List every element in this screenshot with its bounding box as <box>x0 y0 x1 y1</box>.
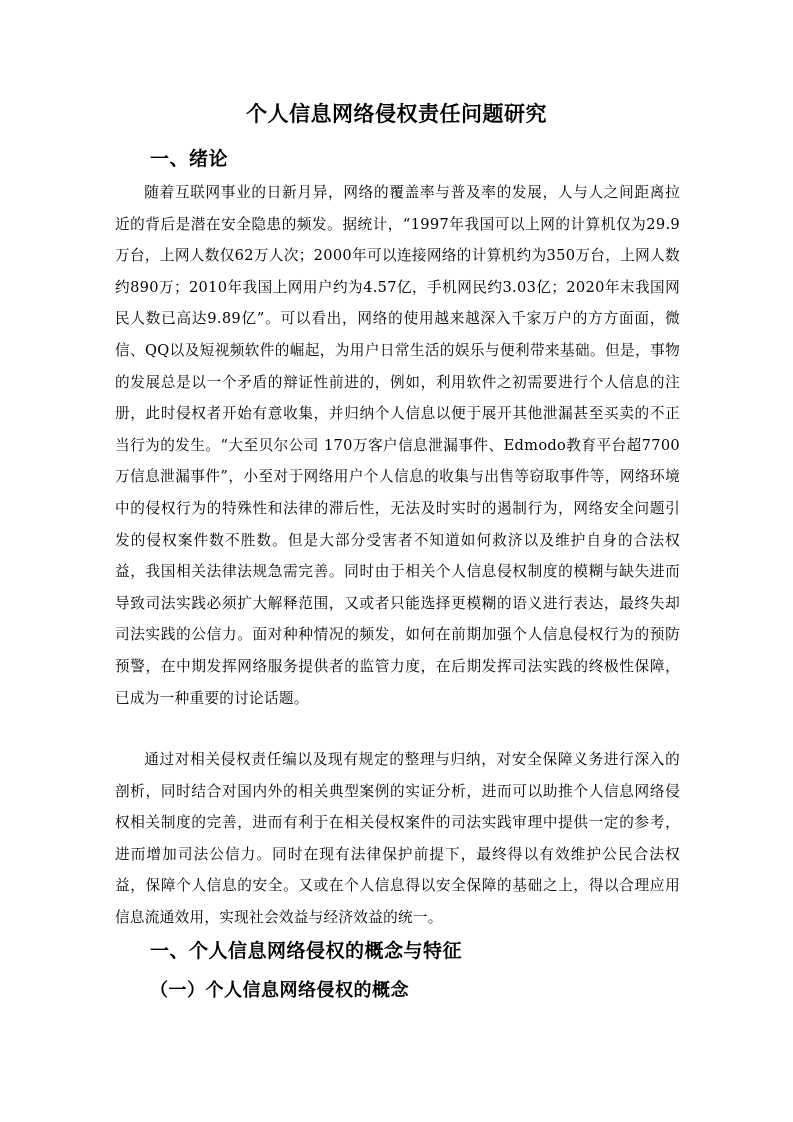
section-heading-intro: 一、绪论 <box>150 148 229 170</box>
document-title: 个人信息网络侵权责任问题研究 <box>246 102 547 126</box>
section-heading-concept: 一、个人信息网络侵权的概念与特征 <box>150 940 463 962</box>
paragraph-1: 随着互联网事业的日新月异，网络的覆盖率与普及率的发展，人与人之间距离拉近的背后是潜在安全隐患的频发。据统计，“1997年我国可以上网的计算机仅为29.9万台，上网人数仅62万人次；2000年可以连接网络的计算机约为350万台，上网人数约890万；2010年我国上网用户约为4.57亿，手机网民约3.03亿；2020年末我国网民人数已高达9.89亿”。可以看出，网络的使用越来越深入千家万户的方方面面，微信、QQ以及短视频软件的崛起，为用户日常生活的娱乐与便利带来基础。但是，事物的发展总是以一个矛盾的辩证性前进的，例如，利用软件之初需要进行个人信息的注册，此时侵权者开始有意收集，并归纳个人信息以便于展开其他泄漏甚至买卖的不正当行为的发生。“大至贝尔公司 170万客户信息泄漏事件、Edmodo教育平台超7700万信息泄漏事件”，小至对于网络用户个人信息的收集与出售等窃取事件等，网络环境中的侵权行为的特殊性和法律的滞后性，无法及时实时的遏制行为，网络安全问题引发的侵权案件数不胜数。但是大部分受害者不知道如何救济以及维护自身的合法权益，我国相关法律法规急需完善。同时由于相关个人信息侵权制度的模糊与缺失进而导致司法实践必须扩大解释范围，又或者只能选择更模糊的语义进行表达，最终失却司法实践的公信力。面对种种情况的频发，如何在前期加强个人信息侵权行为的预防预警，在中期发挥网络服务提供者的监管力度，在后期发挥司法实践的终极性保障，已成为一种重要的讨论话题。 <box>115 184 680 707</box>
paragraph-2: 通过对相关侵权责任编以及现有规定的整理与归纳，对安全保障义务进行深入的剖析，同时结合对国内外的相关典型案例的实证分析，进而可以助推个人信息网络侵权相关制度的完善，进而有利于在相关侵权案件的司法实践审理中提供一定的参考，进而增加司法公信力。同时在现有法律保护前提下，最终得以有效维护公民合法权益，保障个人信息的安全。又或在个人信息得以安全保障的基础之上，得以合理应用信息流通效用，实现社会效益与经济效益的统一。 <box>115 751 680 926</box>
subsection-heading-concept: （一）个人信息网络侵权的概念 <box>150 980 409 1001</box>
